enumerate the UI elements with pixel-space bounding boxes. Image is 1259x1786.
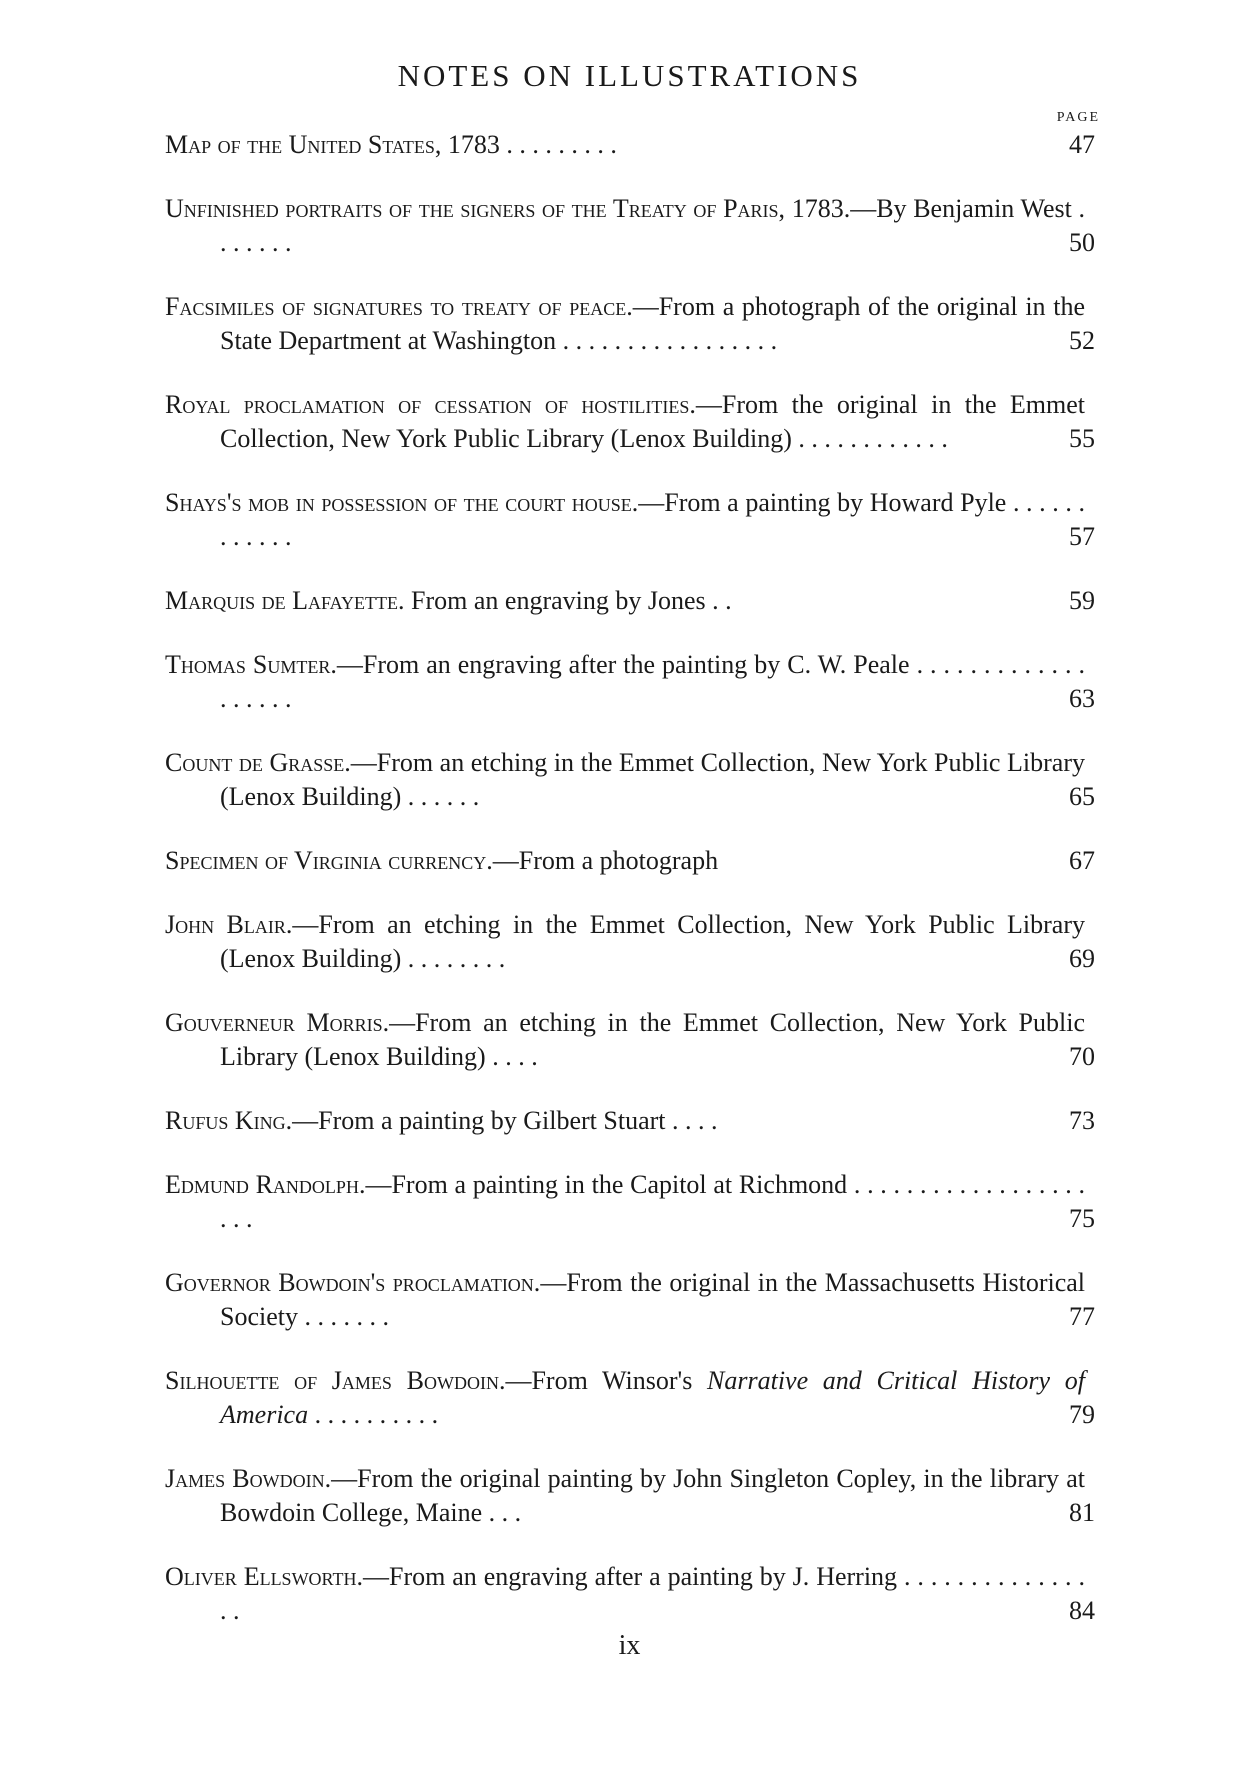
list-item <box>165 1462 1095 1530</box>
entry-description: —From an etching in the Emmet Collection, New York Public Library (Lenox Building) . . . . . . . . <box>220 910 1085 973</box>
list-item <box>165 844 1095 878</box>
entry-description-book-title: Narrative and Critical History of America <box>220 1366 1085 1429</box>
list-item <box>165 1364 1095 1432</box>
entry-description: —From a painting in the Capitol at Richmond . . . . . . . . . . . . . . . . . . . . . <box>220 1170 1085 1233</box>
entry-description: —From a photograph of the original in the State Department at Washington . . . . . . . . . . . . . . . . . <box>220 292 1085 355</box>
entry-heading: Oliver Ellsworth. <box>165 1562 363 1591</box>
entry-text <box>165 746 1085 814</box>
entry-description: —From a photograph <box>492 846 719 875</box>
entry-heading: Royal proclamation of cessation of hostilities. <box>165 390 696 419</box>
entry-heading: Map of the United States, 1783 <box>165 130 500 159</box>
page-title: NOTES ON ILLUSTRATIONS <box>397 58 862 93</box>
entry-page-number: 57 <box>1069 522 1095 551</box>
entry-text <box>165 648 1085 716</box>
entry-page-number: 59 <box>1069 586 1095 615</box>
entry-page-number: 67 <box>1069 846 1095 875</box>
list-item <box>165 192 1095 260</box>
list-item <box>165 1104 1095 1138</box>
entry-description: . . . . . . . . . <box>499 130 617 159</box>
entry-page-number: 70 <box>1069 1042 1095 1071</box>
entry-text <box>165 584 1085 618</box>
list-item <box>165 1560 1095 1628</box>
entry-description: —From an engraving after a painting by J. Herring . . . . . . . . . . . . . . . . <box>220 1562 1085 1625</box>
entry-heading: Facsimiles of signatures to treaty of peace. <box>165 292 633 321</box>
entry-page-number: 55 <box>1069 424 1095 453</box>
entry-description: —By Benjamin West . . . . . . . <box>220 194 1085 257</box>
entry-text <box>165 128 1085 162</box>
entry-heading: Unfinished portraits of the signers of the Treaty of Paris, 1783. <box>165 194 851 223</box>
list-item <box>165 290 1095 358</box>
entry-text <box>165 192 1085 260</box>
list-item <box>165 388 1095 456</box>
entry-text <box>165 1364 1085 1432</box>
entry-heading: Shays's mob in possession of the court house. <box>165 488 639 517</box>
list-item <box>165 908 1095 976</box>
entry-description: —From an etching in the Emmet Collection, New York Public Library (Lenox Building) . . . . . . <box>220 748 1085 811</box>
entry-text <box>165 486 1085 554</box>
entry-heading: Marquis de Lafayette. <box>165 586 405 615</box>
entry-description: —From an engraving after the painting by C. W. Peale . . . . . . . . . . . . . . . . . . . <box>220 650 1085 713</box>
entry-page-number: 75 <box>1069 1204 1095 1233</box>
entry-description-prefix: —From Winsor's <box>505 1366 708 1395</box>
entry-description-leader: . . . . . . . . . . <box>308 1400 439 1429</box>
list-item <box>165 746 1095 814</box>
entry-description: —From a painting by Gilbert Stuart . . . . <box>292 1106 718 1135</box>
entry-page-number: 69 <box>1069 944 1095 973</box>
entry-page-number: 73 <box>1069 1106 1095 1135</box>
page-folio: ix <box>618 1630 641 1661</box>
entry-heading: Gouverneur Morris. <box>165 1008 390 1037</box>
entry-text <box>165 1462 1085 1530</box>
entry-text <box>165 388 1085 456</box>
entry-heading: Specimen of Virginia currency. <box>165 846 493 875</box>
entry-page-number: 47 <box>1069 130 1095 159</box>
entry-text <box>165 844 1085 878</box>
entry-text <box>165 290 1085 358</box>
entry-description: —From an etching in the Emmet Collection, New York Public Library (Lenox Building) . . . . <box>220 1008 1085 1071</box>
list-item <box>165 486 1095 554</box>
entry-description: —From a painting by Howard Pyle . . . . . . . . . . . . <box>220 488 1085 551</box>
entry-text <box>165 1006 1085 1074</box>
entry-description: —From the original in the Massachusetts Historical Society . . . . . . . <box>220 1268 1085 1331</box>
list-item <box>165 1006 1095 1074</box>
entry-description: From an engraving by Jones . . <box>404 586 732 615</box>
entry-description: —From the original in the Emmet Collection, New York Public Library (Lenox Building) . . . . . . . . . . . . <box>220 390 1085 453</box>
entry-heading: Silhouette of James Bowdoin. <box>165 1366 506 1395</box>
entry-text <box>165 1560 1085 1628</box>
entry-page-number: 52 <box>1069 326 1095 355</box>
entry-page-number: 50 <box>1069 228 1095 257</box>
entry-heading: Rufus King. <box>165 1106 293 1135</box>
list-item <box>165 1168 1095 1236</box>
entry-description: —From the original painting by John Singleton Copley, in the library at Bowdoin College, Maine . . . <box>220 1464 1085 1527</box>
entry-page-number: 77 <box>1069 1302 1095 1331</box>
entry-page-number: 81 <box>1069 1498 1095 1527</box>
entry-heading: Edmund Randolph. <box>165 1170 366 1199</box>
entry-heading: James Bowdoin. <box>165 1464 332 1493</box>
entry-heading: Count de Grasse. <box>165 748 351 777</box>
list-item <box>165 648 1095 716</box>
entry-text <box>165 908 1085 976</box>
entry-page-number: 63 <box>1069 684 1095 713</box>
entry-text <box>165 1104 1085 1138</box>
entry-heading: Thomas Sumter. <box>165 650 337 679</box>
page-column-label: PAGE <box>1056 110 1100 125</box>
list-item <box>165 128 1095 162</box>
entry-heading: Governor Bowdoin's proclamation. <box>165 1268 541 1297</box>
list-item <box>165 1266 1095 1334</box>
entry-heading: John Blair. <box>165 910 293 939</box>
entry-page-number: 65 <box>1069 782 1095 811</box>
list-item <box>165 584 1095 618</box>
illustration-list <box>165 128 1095 1658</box>
entry-page-number: 84 <box>1069 1596 1095 1625</box>
entry-page-number: 79 <box>1069 1400 1095 1429</box>
entry-text <box>165 1168 1085 1236</box>
entry-text <box>165 1266 1085 1334</box>
